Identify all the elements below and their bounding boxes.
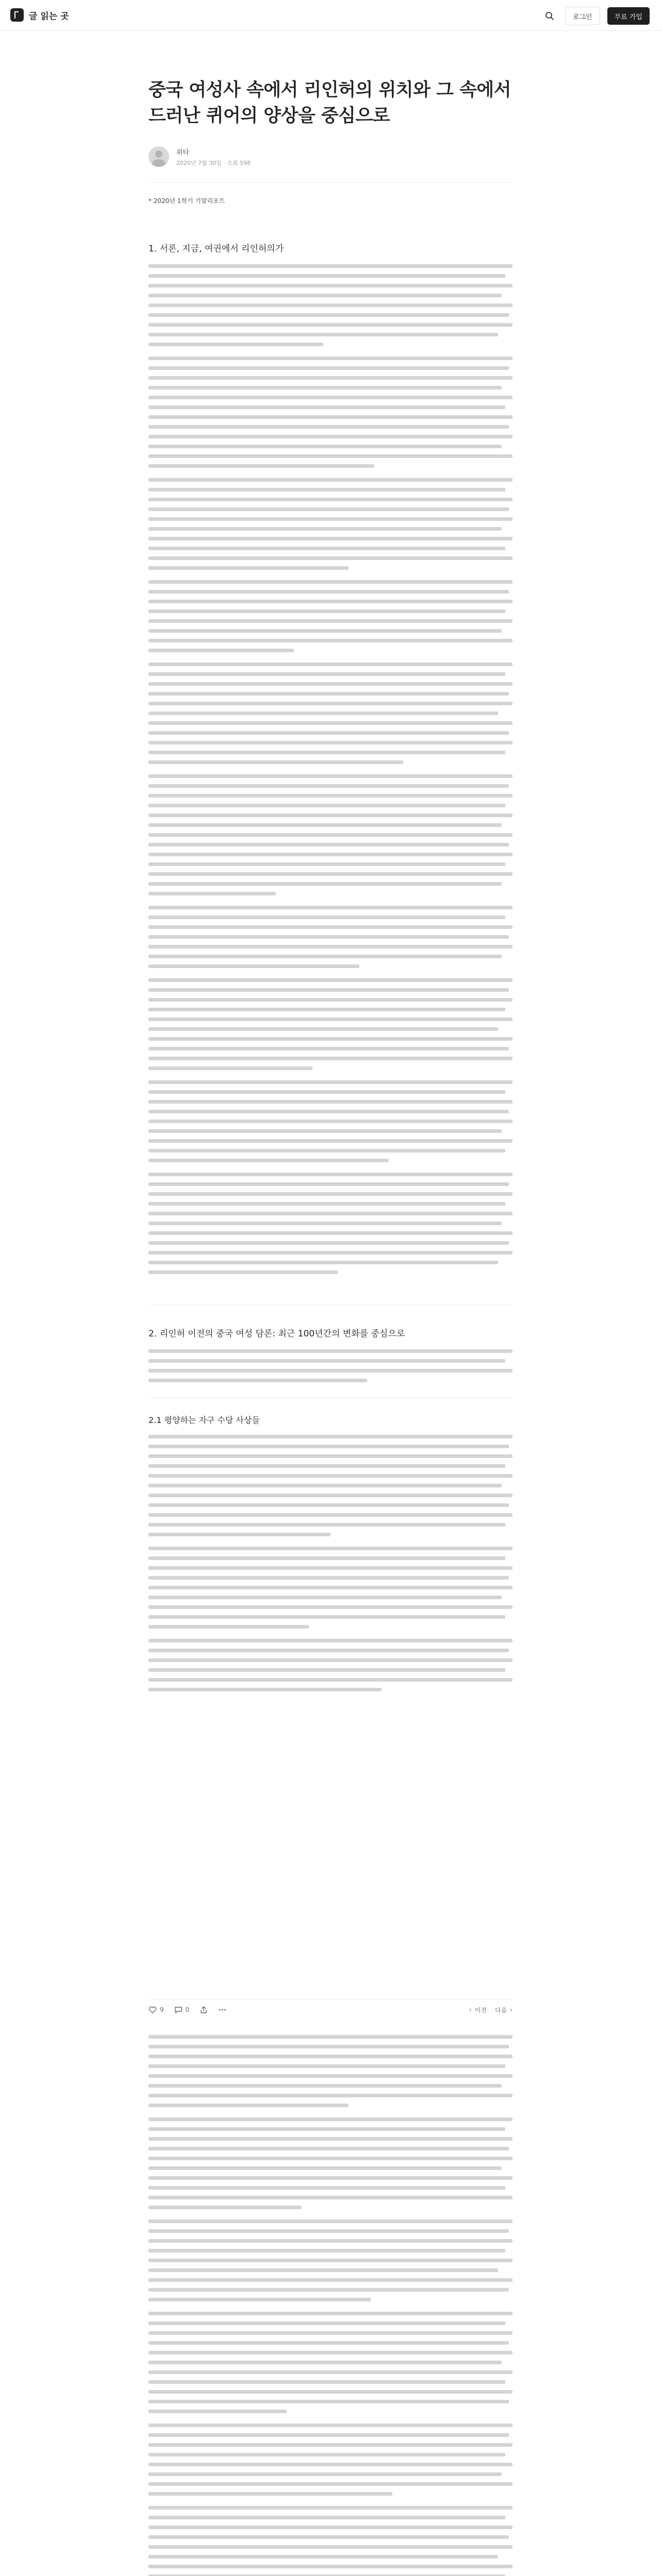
text-line bbox=[148, 313, 509, 317]
text-line bbox=[148, 274, 505, 278]
section-divider bbox=[148, 1305, 512, 1306]
section-heading: 2. 리인허 이전의 중국 여성 담론: 최근 100년간의 변화를 중심으로 bbox=[148, 1329, 405, 1339]
text-line bbox=[148, 366, 509, 370]
text-line bbox=[148, 1556, 505, 1560]
text-line bbox=[148, 1576, 509, 1580]
text-line bbox=[148, 1596, 502, 1599]
text-line bbox=[148, 2400, 509, 2403]
text-line bbox=[148, 2424, 512, 2427]
author-row bbox=[148, 146, 512, 167]
text-line bbox=[148, 2516, 505, 2519]
text-line bbox=[148, 2545, 512, 2549]
paragraph bbox=[148, 1173, 512, 1274]
text-line bbox=[148, 1484, 502, 1487]
paragraph bbox=[148, 264, 512, 346]
article bbox=[148, 77, 512, 1702]
text-line bbox=[148, 1100, 512, 1104]
text-line bbox=[148, 1251, 512, 1255]
post-meta: 2020년 7월 30일 · 조회 598 bbox=[176, 159, 251, 166]
section-heading: 1. 서론, 지금, 여권에서 리인허의가 bbox=[148, 244, 284, 254]
text-line bbox=[148, 2084, 502, 2088]
text-line bbox=[148, 2127, 505, 2131]
text-line bbox=[148, 2565, 512, 2568]
text-line bbox=[148, 833, 512, 837]
paragraph bbox=[148, 2506, 512, 2576]
text-line bbox=[148, 1057, 512, 1060]
text-line bbox=[148, 507, 509, 511]
next-post-link[interactable] bbox=[495, 2006, 512, 2014]
text-line bbox=[148, 721, 512, 725]
text-line bbox=[148, 892, 276, 895]
text-line bbox=[148, 1586, 512, 1589]
text-line bbox=[148, 872, 512, 876]
text-line bbox=[148, 1182, 509, 1186]
text-line bbox=[148, 1566, 512, 1570]
text-line bbox=[148, 2268, 498, 2272]
share-icon bbox=[200, 2006, 208, 2014]
text-line bbox=[148, 711, 498, 715]
text-line bbox=[148, 964, 359, 968]
text-line bbox=[148, 386, 502, 389]
text-line bbox=[148, 672, 505, 676]
text-line bbox=[148, 1212, 512, 1215]
text-line bbox=[148, 2288, 509, 2292]
text-line bbox=[148, 619, 512, 623]
avatar[interactable] bbox=[148, 146, 169, 167]
more-button[interactable] bbox=[218, 2006, 226, 2014]
text-line bbox=[148, 1639, 512, 1642]
paragraph bbox=[148, 774, 512, 895]
text-line bbox=[148, 1605, 512, 1609]
text-line bbox=[148, 1110, 509, 1113]
text-line bbox=[148, 1513, 512, 1517]
text-line bbox=[148, 303, 512, 307]
divider bbox=[148, 182, 512, 183]
text-line bbox=[148, 2433, 509, 2437]
text-line bbox=[148, 1018, 512, 1021]
text-line bbox=[148, 357, 512, 360]
text-line bbox=[148, 1369, 512, 1372]
text-line bbox=[148, 629, 502, 633]
text-line bbox=[148, 1678, 512, 1682]
paragraph bbox=[148, 663, 512, 764]
text-line bbox=[148, 925, 512, 929]
text-line bbox=[148, 2463, 512, 2466]
paragraph bbox=[148, 1349, 512, 1382]
text-line bbox=[148, 1139, 512, 1143]
text-line bbox=[148, 2390, 512, 2394]
more-icon bbox=[218, 2006, 226, 2014]
text-line bbox=[148, 294, 502, 297]
text-line bbox=[148, 955, 502, 958]
text-line bbox=[148, 2351, 512, 2354]
text-line bbox=[148, 2117, 512, 2121]
article-title: 중국 여성사 속에서 리인허의 위치와 그 속에서 드러난 퀴어의 양상을 중심으로 bbox=[148, 80, 511, 126]
text-line bbox=[148, 731, 509, 735]
text-line bbox=[148, 2410, 287, 2413]
text-line bbox=[148, 1066, 312, 1070]
text-line bbox=[148, 547, 505, 550]
text-line bbox=[148, 1037, 512, 1041]
text-line bbox=[148, 1435, 512, 1438]
text-line bbox=[148, 445, 502, 448]
text-line bbox=[148, 2535, 509, 2539]
text-line bbox=[148, 1359, 505, 1363]
text-line bbox=[148, 2249, 505, 2252]
text-line bbox=[148, 2229, 509, 2233]
paragraph bbox=[148, 357, 512, 468]
like-count: 9 bbox=[160, 2006, 164, 2013]
text-line bbox=[148, 2278, 512, 2282]
text-line bbox=[148, 1159, 389, 1162]
paragraph bbox=[148, 2424, 512, 2496]
text-line bbox=[148, 435, 512, 438]
text-line bbox=[148, 1047, 509, 1050]
text-line bbox=[148, 2526, 512, 2529]
text-line bbox=[148, 1241, 509, 1245]
text-line bbox=[148, 751, 505, 754]
text-line bbox=[148, 1615, 505, 1619]
text-line bbox=[148, 537, 512, 540]
text-line bbox=[148, 2443, 512, 2447]
text-line bbox=[148, 2321, 505, 2325]
text-line bbox=[148, 814, 512, 817]
text-line bbox=[148, 1129, 502, 1133]
text-line bbox=[148, 784, 509, 788]
text-line bbox=[148, 1688, 382, 1691]
paragraph bbox=[148, 978, 512, 1070]
paragraph bbox=[148, 478, 512, 570]
text-line bbox=[148, 998, 512, 1002]
comment-button[interactable] bbox=[174, 2006, 190, 2014]
text-line bbox=[148, 1080, 512, 1084]
share-button[interactable] bbox=[200, 2006, 208, 2014]
brand[interactable] bbox=[10, 8, 69, 22]
text-line bbox=[148, 760, 403, 764]
text-line bbox=[148, 425, 509, 429]
text-line bbox=[148, 2341, 509, 2345]
text-line bbox=[148, 862, 505, 866]
text-line bbox=[148, 323, 512, 327]
article-note: * 2020년 1학기 기말리포트 bbox=[148, 197, 225, 205]
text-line bbox=[148, 935, 509, 939]
text-line bbox=[148, 843, 509, 846]
text-line bbox=[148, 343, 323, 346]
text-line bbox=[148, 527, 502, 531]
brand-logo-icon bbox=[10, 8, 24, 22]
text-line bbox=[148, 2331, 512, 2335]
text-line bbox=[148, 2380, 505, 2384]
text-line bbox=[148, 853, 512, 856]
text-line bbox=[148, 498, 512, 501]
text-line bbox=[148, 590, 509, 594]
paragraph bbox=[148, 2219, 512, 2301]
text-line bbox=[148, 2196, 512, 2199]
text-line bbox=[148, 1464, 505, 1468]
text-line bbox=[148, 2298, 371, 2301]
paragraph bbox=[148, 2035, 512, 2107]
text-line bbox=[148, 639, 512, 642]
text-line bbox=[148, 1454, 512, 1458]
text-line bbox=[148, 1149, 505, 1153]
text-line bbox=[148, 1090, 505, 1094]
search-icon bbox=[545, 11, 554, 21]
text-line bbox=[148, 1192, 512, 1196]
text-line bbox=[148, 945, 512, 948]
text-line bbox=[148, 2370, 512, 2374]
text-line bbox=[148, 2064, 505, 2068]
subsection-heading: 2.1 평양하는 자구 수당 사상들 bbox=[148, 1415, 260, 1425]
paragraph bbox=[148, 580, 512, 652]
text-line bbox=[148, 741, 512, 744]
post-navigation bbox=[469, 2006, 512, 2014]
text-line bbox=[148, 1231, 512, 1235]
text-line bbox=[148, 1547, 512, 1550]
article-action-bar bbox=[148, 1999, 512, 2020]
chevron-left-icon: ‹ bbox=[469, 2006, 472, 2013]
paragraph bbox=[148, 2117, 512, 2209]
text-line bbox=[148, 478, 512, 482]
text-line bbox=[148, 1027, 498, 1031]
text-line bbox=[148, 2506, 512, 2510]
login-button[interactable]: 로그인 bbox=[565, 7, 600, 25]
text-line bbox=[148, 1222, 502, 1225]
text-line bbox=[148, 2074, 512, 2078]
comment-icon bbox=[174, 2006, 183, 2014]
text-line bbox=[148, 517, 512, 521]
author-name[interactable]: 위타 bbox=[176, 148, 190, 157]
text-line bbox=[148, 264, 512, 268]
text-line bbox=[148, 702, 512, 705]
text-line bbox=[148, 1349, 512, 1353]
text-line bbox=[148, 1379, 367, 1382]
text-line bbox=[148, 2157, 512, 2160]
text-line bbox=[148, 2453, 505, 2456]
paragraph bbox=[148, 2312, 512, 2413]
text-line bbox=[148, 464, 374, 468]
text-line bbox=[148, 454, 512, 458]
text-line bbox=[148, 2492, 392, 2496]
text-line bbox=[148, 2206, 302, 2209]
text-line bbox=[148, 2312, 512, 2315]
prev-label: 이전 bbox=[474, 2006, 487, 2014]
text-line bbox=[148, 2045, 509, 2048]
text-line bbox=[148, 1202, 505, 1206]
text-line bbox=[148, 333, 498, 336]
text-line bbox=[148, 1658, 512, 1662]
header-actions bbox=[541, 7, 650, 25]
text-line bbox=[148, 2147, 509, 2150]
text-line bbox=[148, 2104, 349, 2107]
text-line bbox=[148, 692, 509, 696]
paragraph bbox=[148, 1080, 512, 1162]
brand-name: 글 읽는 곳 bbox=[29, 11, 69, 22]
text-line bbox=[148, 284, 512, 287]
text-line bbox=[148, 2482, 512, 2486]
text-line bbox=[148, 988, 509, 992]
text-line bbox=[148, 1261, 498, 1264]
top-bar bbox=[0, 0, 662, 31]
text-line bbox=[148, 774, 512, 778]
search-button[interactable] bbox=[541, 8, 558, 24]
text-line bbox=[148, 906, 512, 909]
text-line bbox=[148, 1494, 512, 1497]
text-line bbox=[148, 600, 512, 603]
text-line bbox=[148, 1649, 509, 1652]
text-line bbox=[148, 2219, 512, 2223]
text-line bbox=[148, 882, 502, 886]
text-line bbox=[148, 2055, 512, 2058]
text-line bbox=[148, 1503, 509, 1507]
text-line bbox=[148, 566, 349, 570]
text-line bbox=[148, 2166, 502, 2170]
next-label: 다음 bbox=[495, 2006, 507, 2014]
text-line bbox=[148, 488, 505, 492]
text-line bbox=[148, 916, 505, 919]
paragraph bbox=[148, 906, 512, 968]
text-line bbox=[148, 2137, 512, 2141]
signup-button[interactable]: 무료 가입 bbox=[607, 7, 650, 25]
text-line bbox=[148, 1445, 509, 1448]
text-line bbox=[148, 794, 512, 798]
text-line bbox=[148, 2094, 512, 2097]
text-line bbox=[148, 2239, 512, 2243]
text-line bbox=[148, 1533, 330, 1536]
text-line bbox=[148, 649, 294, 652]
text-line bbox=[148, 682, 512, 686]
text-line bbox=[148, 2259, 512, 2262]
comment-count: 0 bbox=[185, 2006, 190, 2013]
text-line bbox=[148, 396, 512, 399]
text-line bbox=[148, 1173, 512, 1176]
prev-post-link[interactable] bbox=[469, 2006, 487, 2014]
text-line bbox=[148, 405, 505, 409]
text-line bbox=[148, 1625, 309, 1629]
text-line bbox=[148, 2035, 512, 2039]
text-line bbox=[148, 2186, 505, 2190]
text-line bbox=[148, 2555, 498, 2558]
text-line bbox=[148, 580, 512, 584]
paragraph bbox=[148, 1435, 512, 1536]
like-button[interactable] bbox=[148, 2006, 164, 2014]
text-line bbox=[148, 1668, 505, 1672]
text-line bbox=[148, 1008, 505, 1011]
text-line bbox=[148, 1270, 338, 1274]
text-line bbox=[148, 804, 505, 807]
paragraph bbox=[148, 1547, 512, 1629]
text-line bbox=[148, 663, 512, 666]
text-line bbox=[148, 1120, 512, 1123]
text-line bbox=[148, 376, 512, 380]
text-line bbox=[148, 1523, 505, 1527]
chevron-right-icon: › bbox=[510, 2006, 512, 2013]
paragraph bbox=[148, 1639, 512, 1691]
article-continued bbox=[148, 2035, 512, 2576]
text-line bbox=[148, 2472, 502, 2476]
text-line bbox=[148, 415, 512, 419]
text-line bbox=[148, 2176, 512, 2180]
text-line bbox=[148, 1474, 512, 1478]
text-line bbox=[148, 556, 512, 560]
text-line bbox=[148, 978, 512, 982]
heart-icon bbox=[148, 2006, 157, 2014]
text-line bbox=[148, 2361, 502, 2364]
text-line bbox=[148, 609, 505, 613]
text-line bbox=[148, 823, 502, 827]
